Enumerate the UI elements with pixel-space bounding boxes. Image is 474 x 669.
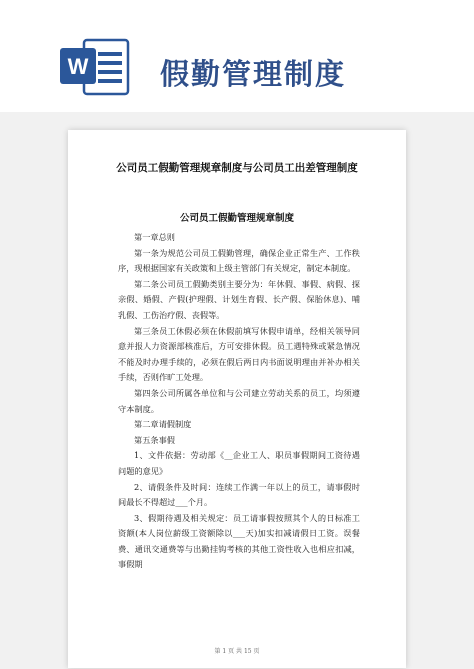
paragraph-item-3: 3、假期待遇及相关规定：员工请事假按照其个人的日标准工资额(本人岗位薪级工资额除以___天)加实扣减请假日工资。误餐费、通讯交通费等与出勤挂钩考核的其他工资性收入也相应扣减，事假期 xyxy=(118,512,360,570)
paragraph-article-3: 第三条员工休假必须在休假前填写休假申请单，经相关领导同意并报人力资源部核准后，方可安排休假。员工遇特殊或紧急情况不能及时办理手续的，必须在假后两日内书面说明理由并补办相关手续，否则作旷工处理。 xyxy=(118,325,360,383)
paragraph-article-2: 第二条公司员工假勤类别主要分为：年休假、事假、病假、探亲假、婚假、产假(护理假、计划生育假、长产假、保胎休息)、哺乳假、工伤治疗假、丧假等。 xyxy=(118,278,360,320)
paragraph-article-1: 第一条为规范公司员工假勤管理，确保企业正常生产、工作秩序，现根据国家有关政策和上级主管部门有关规定，制定本制度。 xyxy=(118,247,360,274)
banner-title: 假勤管理制度 xyxy=(160,57,347,91)
paragraph-item-1: 1、文件依据：劳动部《__企业工人、职员事假期间工资待遇问题的意见》 xyxy=(118,450,360,476)
document-title: 公司员工假勤管理规章制度与公司员工出差管理制度 xyxy=(116,162,358,174)
paragraph-article-5: 第五条事假 xyxy=(134,434,175,445)
document-page xyxy=(68,130,406,668)
document-subtitle: 公司员工假勤管理规章制度 xyxy=(179,213,294,224)
word-document-icon xyxy=(58,36,130,98)
banner xyxy=(0,0,474,112)
word-icon-letter: W xyxy=(67,54,89,79)
document-body xyxy=(118,230,360,573)
paragraph-article-4: 第四条公司所属各单位和与公司建立劳动关系的员工，均须遵守本制度。 xyxy=(118,387,360,414)
paragraph-chapter-2: 第二章请假制度 xyxy=(134,419,192,430)
paragraph-chapter-1: 第一章总则 xyxy=(134,232,175,242)
page-footer: 第 1 页 共 15 页 xyxy=(214,648,260,655)
paragraph-item-2: 2、请假条件及时间：连续工作满一年以上的员工，请事假时间最长不得超过___个月。 xyxy=(118,481,360,508)
